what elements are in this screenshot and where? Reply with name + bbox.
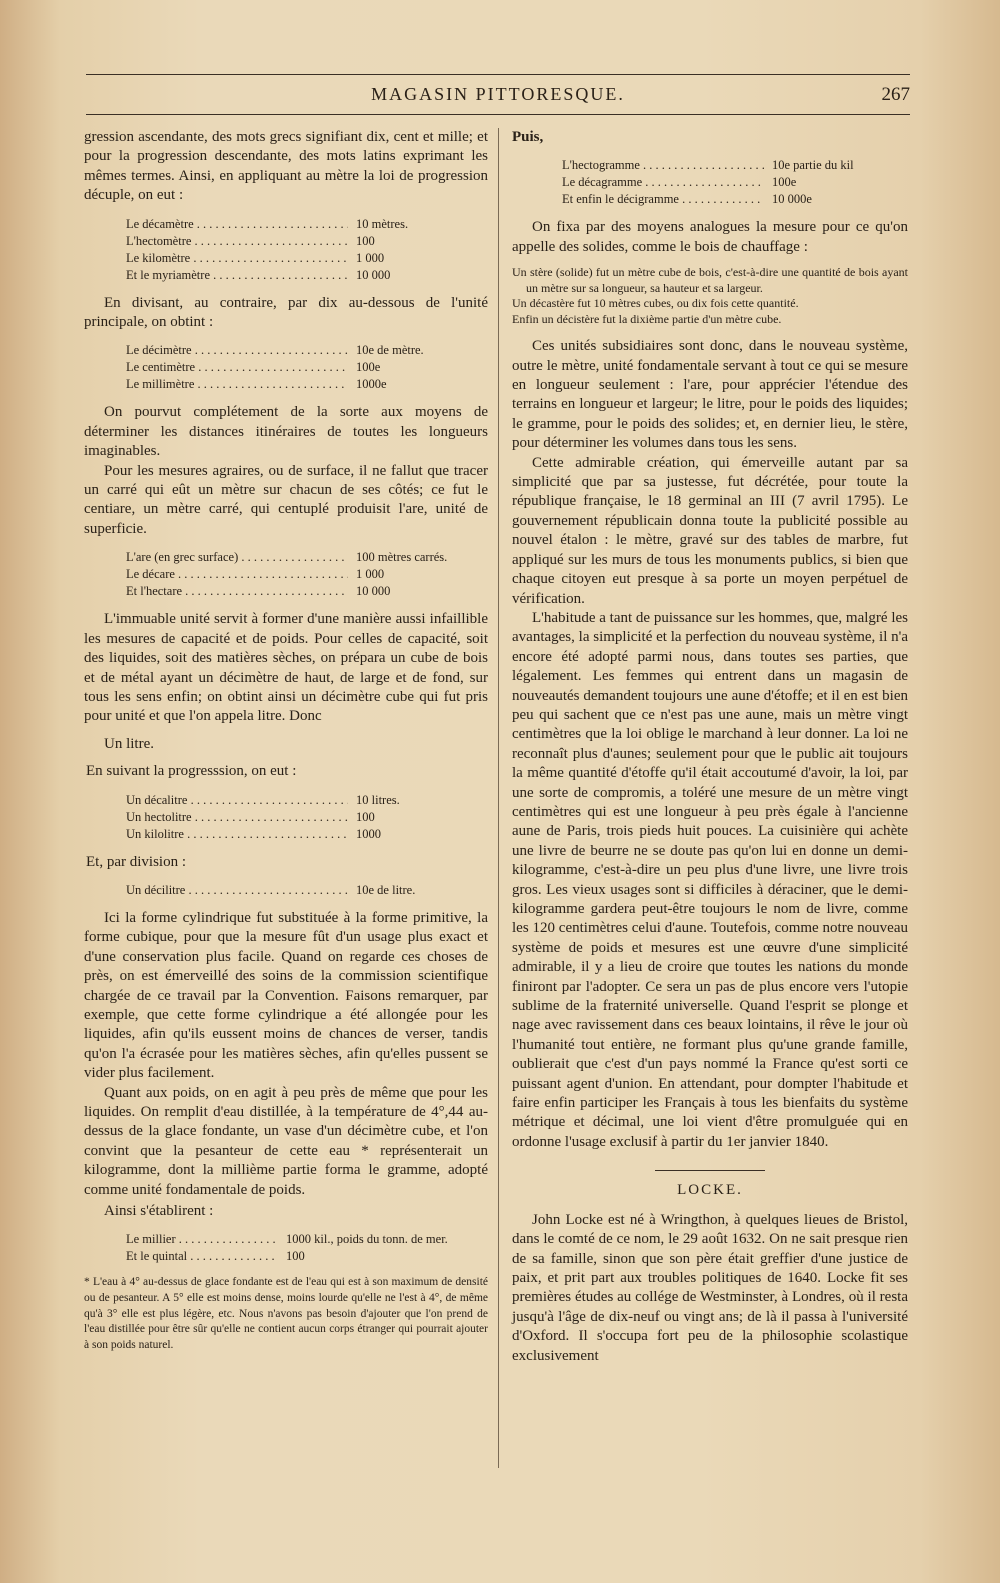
table-key: Le décimètre . . . [126,342,348,359]
small-paragraph: Enfin un décistère fut la dixième partie d'un mètre cube. [512,311,782,326]
table-row [126,566,466,583]
table-key: Un hectolitre . . . [126,809,348,826]
table-row [126,233,466,250]
table-value: 1000 [356,826,381,841]
short-line: Un litre. [104,735,154,752]
table-value: 10 000e [772,192,812,207]
table-decimal-submultiples [126,342,466,393]
paragraph: On pourvut complétement de la sorte aux moyens de déterminer les distances itinéraires de toutes les longueurs imaginables. [84,404,488,460]
short-line: Et, par division : [86,853,186,870]
section-title: LOCKE. [677,1182,743,1199]
table-key: Le décagramme . . . [562,174,764,191]
table-value: 10e partie du kil [772,158,854,173]
short-line: Ainsi s'établirent : [104,1203,214,1220]
table-key: Un décilitre . . . [126,882,348,899]
table-value: 100e [772,175,797,190]
table-row [126,882,466,899]
page-number: 267 [881,84,910,105]
table-key: Et le myriamètre . . . [126,267,348,284]
paragraph: En divisant, au contraire, par dix au-dessous de l'unité principale, on obtint : [84,294,488,331]
table-key: Le décare . . . [126,566,348,583]
table-row [562,174,902,191]
table-weight [126,1231,486,1265]
stere-definitions [512,265,908,327]
table-row [126,826,466,843]
table-row [126,549,466,566]
table-value: 10e de litre. [356,882,416,897]
paragraph: Pour les mesures agraires, ou de surface, il ne fallut que tracer un carré qui eût un mètre sur chacun de ses côtés; ce fut le centiare, un mètre carré, qui centuplé produisit l'are, unité de superficie. [84,462,488,537]
table-value: 10 000 [356,267,391,282]
table-value: 100 [356,809,375,824]
table-key: L'hectomètre . . . [126,233,348,250]
paragraph: Cette admirable création, qui émerveille autant par sa simplicité que par sa justesse, fut décrétée, pour toute la république française, le 18 germinal an III (7 avril 1795). Le gouvernement républicain donna toute la publicité possible au nouvel étalon : le mètre, gravé sur des tables de marbre, fut appliqué sur les murs de tous les monuments publics, si bien que chaque citoyen eut presque à sa porte un moyen perpétuel de vérification. [512,454,908,607]
paragraph: Ces unités subsidiaires sont donc, dans le nouveau système, outre le mètre, unité fondamentale servant à tout ce qui se mesure en longueur seulement : l'are, pour apprécier l'étendue des terrains en longueur et largeur; le litre, pour le poids des liquides; le gramme, pour le poids des solides; et, en dernier lieu, le stère, pour déterminer les volumes dans tous les sens. [512,338,908,452]
table-key: L'are (en grec surface) . . . [126,549,348,566]
table-row [126,267,466,284]
paragraph: L'immuable unité servit à former d'une manière aussi infaillible les mesures de capacité et de poids. Pour celles de capacité, soit des liquides, soit des matières sèches, on prépara un cube de bois et de métal ayant un décimètre de haut, de large et de fond, sur tous les sens enfin; on obtint ainsi un décimètre cube qui fut pris pour unité et que l'on appela litre. Donc [84,611,488,725]
paragraph: John Locke est né à Wringthon, à quelques lieues de Bristol, dans le comté de ce nom, le 29 août 1632. On ne sait presque rien de sa famille, sinon que son père était greffier d'une justice de paix, et prit part aux troubles politiques de 1640. Locke fit ses premières études au collége de Westminster, à Londres, où il resta jusqu'à l'âge de dix-neuf ou vingt ans; de là il passa à l'université d'Oxford. Il s'occupa fort peu de la philosophie scolastique exclusivement [512,1211,908,1364]
table-row [126,376,466,393]
table-row [126,216,466,233]
table-value: 100 [356,233,375,248]
table-key: Et l'hectare . . . [126,583,348,600]
table-value: 100 mètres carrés. [356,550,448,565]
table-key: Un décalitre . . . [126,792,348,809]
header-top-rule [86,74,910,75]
table-key: Et le quintal . . . [126,1248,278,1265]
table-key: Le millier . . . [126,1231,278,1248]
table-capacity [126,792,466,843]
table-key: L'hectogramme . . . [562,157,764,174]
right-column [512,128,908,1366]
small-paragraph: Un décastère fut 10 mètres cubes, ou dix fois cette quantité. [512,296,799,311]
header-bottom-rule [86,114,910,115]
left-column [84,128,488,1353]
table-row [126,1248,486,1265]
table-value: 1 000 [356,250,385,265]
table-value: 10 mètres. [356,216,409,231]
table-row [126,792,466,809]
paragraph: Ici la forme cylindrique fut substituée à la forme primitive, la forme cubique, pour que la mesure fût d'un usage plus exact et d'une conservation plus facile. Quand on regarde ces choses de près, on est émerveillé des soins de la commission scientifique chargée de ce travail par la Convention. Faisons remarquer, par exemple, que cette forme cylindrique a été allongée pour les liquides, afin qu'ils eussent moins de chances de verser, tandis qu'on l'a écrasée pour les matières sèches, afin qu'elles pussent se vider plus facilement. [84,909,488,1082]
paragraph: Quant aux poids, on en agit à peu près de même que pour les liquides. On remplit d'eau distillée, à la température de 4°,44 au-dessus de la glace fondante, un vase d'un décimètre cube, et l'on convint que la pesanteur de cette eau * représenterait un kilogramme, dont la millième partie forma le gramme, adopté comme unité fondamentale de poids. [84,1084,488,1198]
table-value: 10 litres. [356,792,400,807]
table-key: Un kilolitre . . . [126,826,348,843]
section-divider [655,1170,765,1171]
table-row [126,250,466,267]
table-row [562,157,902,174]
table-surface [126,549,466,600]
table-row [126,583,466,600]
paragraph: gression ascendante, des mots grecs signifiant dix, cent et mille; et pour la progression descendante, des mots latins exprimant les mêmes termes. Ainsi, en appliquant au mètre la loi de progression décuple, on eut : [84,129,488,204]
footnote: * L'eau à 4° au-dessus de glace fondante est de l'eau qui est à son maximum de densité ou de pesanteur. A 5° elle est moins dense, moins lourde qu'elle ne l'est à 4°, de même qu'à 3° elle est plus légère, etc. Nous n'avons pas besoin d'ajouter que l'on prend de l'eau distillée pour être sûr qu'elle ne contient aucun corps étranger qui pourrait ajouter à son poids naturel. [84,1276,488,1351]
table-value: 100e [356,360,381,375]
table-row [126,1231,486,1248]
paragraph: L'habitude a tant de puissance sur les hommes, que, malgré les avantages, la simplicité et la perfection du nouveau système, il n'a encore été adopté parmi nous, dans toutes ses parties, que légalement. Les femmes qui entrent dans un magasin de nouveautés demandent toujours une aune d'étoffe; et il en est bien peu qui sachent que ce n'est pas une aune, mais un mètre vingt centimètres que la loi oblige le marchand à leur donner. La loi ne reconnaît plus d'aunes; seulement pour que le public ait toujours la même quantité d'étoffe qu'il était accoutumé d'avoir, la loi, par une sorte de compromis, a toléré une mesure de un mètre vingt centimètres qui est une longueur à peu près égale à l'ancienne aune de Paris, trois pieds huit pouces. La cuisinière qui achète une livre de beurre ne se doute pas qu'on lui en donne un demi-kilogramme, c'est-à-dire un peu plus d'une livre, une livre trois gros. Les vieux usages sont si difficiles à déraciner, que le demi-kilogramme gardera peut-être toujours le nom de livre, comme les 120 centimètres celui d'aune. Toutefois, comme notre nouveau système de poids et mesures est une œuvre d'une simplicité admirable, il y a lieu de croire que toutes les nations du monde finiront par l'adopter. Ce sera un pas de plus encore vers l'utopie sublime de la fraternité universelle. Quand l'esprit se plonge et nage avec ravissement dans ces beaux lointains, il rêve le jour où l'humanité tout entière, ne formant plus qu'une grande famille, oublierait que c'est d'un pays nommé la France qu'est sorti ce puissant agent d'union. En attendant, pour dompter l'habitude et faire enfin participer les Français à tous les bienfaits du système métrique et décimal, une loi vient d'être promulguée qui en ordonne l'usage exclusif à partir du 1er janvier 1840. [512,609,908,1150]
table-gram [562,157,902,208]
table-decimal-multiples [126,216,466,284]
table-value: 10e de mètre. [356,343,424,358]
table-value: 1000e [356,377,387,392]
table-value: 100 [286,1249,305,1264]
table-value: 1 000 [356,567,385,582]
table-row [126,809,466,826]
column-divider [498,128,499,1468]
table-decilitre [126,882,466,899]
table-key: Le décamètre . . . [126,216,348,233]
table-key: Le millimètre . . . [126,376,348,393]
table-row [126,342,466,359]
table-key: Le kilomètre . . . [126,250,348,267]
page-header [86,80,910,112]
table-row [562,191,902,208]
small-paragraph: Un stère (solide) fut un mètre cube de bois, c'est-à-dire une quantité de bois ayant un mètre sur sa longueur, sa hauteur et sa largeur. [512,265,908,295]
paragraph: On fixa par des moyens analogues la mesure pour ce qu'on appelle des solides, comme le bois de chauffage : [512,219,908,255]
table-value: 10 000 [356,584,391,599]
journal-title: MAGASIN PITTORESQUE. [371,84,625,104]
short-line: En suivant la progresssion, on eut : [86,763,297,780]
table-key: Le centimètre . . . [126,359,348,376]
table-row [126,359,466,376]
short-line: Puis, [512,129,544,145]
table-value: 1000 kil., poids du tonn. de mer. [286,1232,448,1247]
table-key: Et enfin le décigramme . . . [562,191,764,208]
